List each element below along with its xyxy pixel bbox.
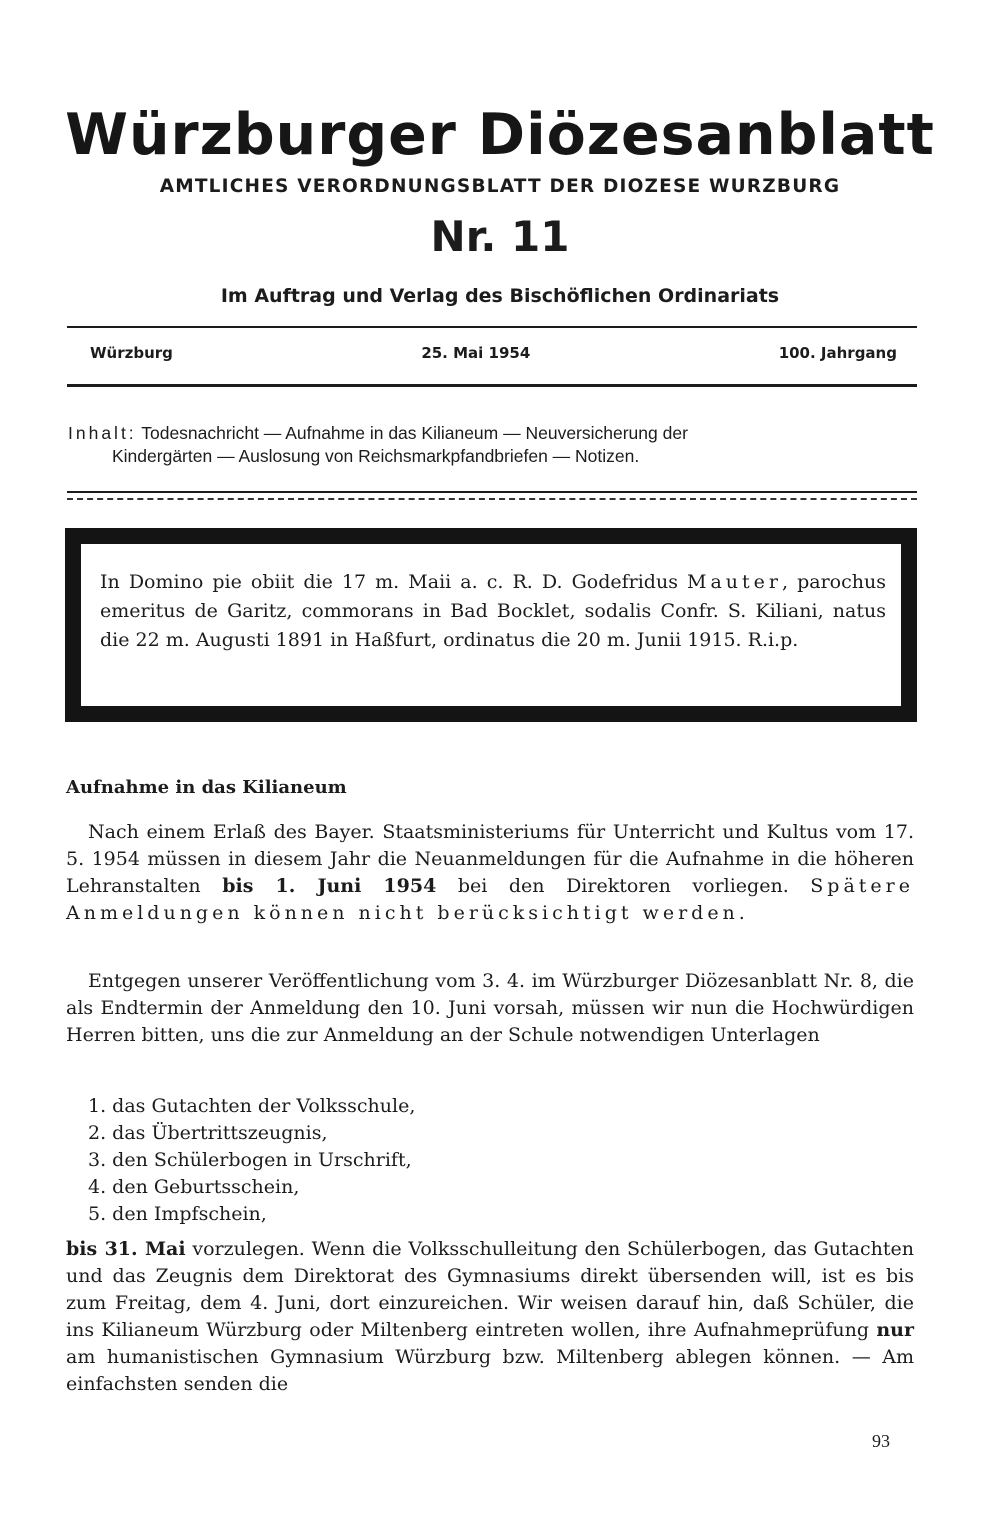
list-item: 5. den Impfschein, bbox=[88, 1203, 267, 1225]
info-volume: 100. Jahrgang bbox=[778, 344, 897, 362]
p3-bold-2: nur bbox=[876, 1319, 914, 1341]
p3-bold: bis 31. Mai bbox=[66, 1238, 186, 1260]
paragraph-1 bbox=[66, 819, 914, 927]
table-of-contents bbox=[68, 422, 918, 468]
contents-rule bbox=[67, 491, 917, 493]
header-rule-top bbox=[67, 326, 917, 328]
issue-number: Nr. 11 bbox=[430, 212, 570, 261]
contents-line-1 bbox=[68, 422, 918, 445]
masthead-title: Würzburger Diözesanblatt bbox=[65, 102, 935, 168]
list-item: 1. das Gutachten der Volksschule, bbox=[88, 1095, 416, 1117]
contents-dashed-rule bbox=[67, 498, 917, 500]
info-place: Würzburg bbox=[90, 344, 173, 362]
header-rule-bottom bbox=[67, 384, 917, 387]
imprint-line: Im Auftrag und Verlag des Bischöflichen Ordinariats bbox=[220, 285, 780, 307]
contents-text-1: Todesnachricht — Aufnahme in das Kilianeum — Neuversicherung der bbox=[141, 423, 688, 443]
document-list bbox=[88, 1093, 415, 1228]
obituary-part-2: , parochus emeritus de Garitz, commorans in Bad Bocklet, sodalis Confr. S. Kiliani, natus die 22 m. Augusti 1891 in Haßfurt, ordinatus die 20 m. Junii 1915. R.i.p. bbox=[100, 571, 886, 651]
paragraph-2: Entgegen unserer Veröffentlichung vom 3. 4. im Würzburger Diözesanblatt Nr. 8, die als Endtermin der Anmeldung den 10. Juni vorsah, müssen wir nun die Hochwürdigen Herren bitten, uns die zur Anmeldung an der Schule notwendigen Unterlagen bbox=[66, 970, 914, 1046]
contents-label: Inhalt: bbox=[68, 423, 137, 443]
info-date: 25. Mai 1954 bbox=[421, 344, 531, 362]
info-bar bbox=[90, 344, 897, 362]
page-number: 93 bbox=[872, 1431, 890, 1451]
p1-bold: bis 1. Juni 1954 bbox=[222, 875, 437, 897]
section-heading: Aufnahme in das Kilianeum bbox=[66, 777, 347, 798]
obituary-name: Mauter bbox=[687, 571, 782, 593]
p3-text-a: vorzulegen. Wenn die Volksschulleitung den Schülerbogen, das Gutachten und das Zeugnis dem Direktorat des Gymnasiums direkt übersenden will, ist es bis zum Freitag, dem 4. Juni, dort einzureichen. Wir weisen darauf hin, daß Schüler, die ins Kilianeum Würzburg oder Miltenberg eintreten wollen, ihre Aufnahmeprüfung bbox=[66, 1238, 914, 1341]
list-item: 4. den Geburtsschein, bbox=[88, 1176, 300, 1198]
obituary-part-1: In Domino pie obiit die 17 m. Maii a. c. R. D. Godefridus bbox=[100, 571, 688, 593]
p1-text-b: bei den Direktoren vorliegen. bbox=[436, 875, 811, 897]
contents-line-2: Kindergärten — Auslosung von Reichsmarkpfandbriefen — Notizen. bbox=[112, 446, 640, 466]
p3-text-b: am humanistischen Gymnasium Würzburg bzw. Miltenberg ablegen können. — Am einfachsten senden die bbox=[66, 1346, 914, 1395]
list-item: 2. das Übertrittszeugnis, bbox=[88, 1122, 328, 1144]
p1-text-a: Nach einem Erlaß des Bayer. Staatsministeriums für Unterricht und Kultus vom 17. 5. 1954 müssen in diesem Jahr die Neuanmeldungen für die Aufnahme in die höheren Lehranstalten bbox=[66, 821, 914, 897]
paragraph-3 bbox=[66, 1236, 914, 1398]
p1-spaced: Spätere Anmeldungen können nicht berücksichtigt werden. bbox=[66, 875, 914, 924]
list-item: 3. den Schülerbogen in Urschrift, bbox=[88, 1149, 412, 1171]
obituary-text bbox=[100, 568, 886, 655]
masthead-subtitle: AMTLICHES VERORDNUNGSBLATT DER DIOZESE WURZBURG bbox=[159, 176, 841, 197]
